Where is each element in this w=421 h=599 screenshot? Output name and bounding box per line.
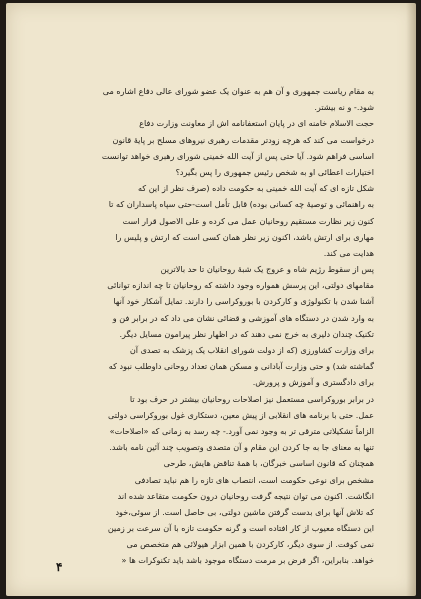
text-line: این دستگاه معیوب از کار افتاده است و گرنه حکومت تازه با آن سرعت بر زمین [107,523,374,534]
body-text [56,83,374,569]
text-line: درخواست می کند که هرچه زودتر مقدمات رهبری نیروهای مسلح بر پایهٔ قانون [112,134,374,145]
document-page [6,3,416,596]
text-line: شکل تازه ای که آیت الله خمینی به حکومت داده (صرف نظر از این که [137,183,374,194]
text-line: برای دادگستری و آموزش و پرورش. [252,377,374,388]
text-line: به راهنمائی و توصیهٔ چه کسانی بوده) قابل تأمل است-حتی سپاه پاسداران که تا [108,199,374,210]
text-line: همچنان که قانون اساسی خبرگان، با همهٔ تناقض هایش، طرحی [163,458,374,469]
text-line: نمی کوفت. از سوی دیگر، کارکردن با همین ابزار هیولائی هم متخصص می [126,539,374,550]
text-line: شود.- و نه بیشتر. [314,102,374,113]
text-line: در برابر بوروکراسی مستعمل نیز اصلاحات روحانیان بیشتر در حرف بود تا [129,393,374,404]
text-line: الزاماً تشکیلاتی مترقی تر به وجود نمی آورد.- چه رسد به زمانی که «اصلاحات» [109,425,374,436]
text-line: حجت الاسلام خامنه ای در پایان استعفانامه اش از معاونت وزارت دفاع [139,118,374,129]
text-line: آشنا شدن با تکنولوژی و کارکردن با بوروکراسی را دارند. تمایل آشکار خود آنها [113,296,374,307]
text-line: مشخص برای نوعی حکومت است، انتصاب های تازه را هم نباید تصادفی [134,474,374,485]
text-line: برای وزارت کشاورزی (که از دولت شورای انقلاب یک پزشک به تصدی آن [129,345,374,355]
text-line: اساسی فراهم شود. آیا حتی پس از آیت الله خمینی شورای رهبری خواهد توانست [101,150,374,161]
text-line: تکنیک چندان دلیری به خرج نمی دهند که در اظهار نظر پیرامون مسایل دیگر. [119,328,374,339]
text-line: پس از سقوط رژیم شاه و عروج یک شبهٔ روحانیان تا حد بالاترین [160,264,374,275]
page-number: ۴ [56,560,63,574]
text-line: کنون زیر نظارت مستقیم روحانیان عمل می کرده و علی الاصول قرار است [122,215,374,226]
text-line: به وارد شدن در دستگاه های آموزشی و قضائی نشان می داد که در برابر فن و [112,312,374,323]
text-line: هدایت می کند. [323,247,374,258]
text-line: به مقام ریاست جمهوری و آن هم به عنوان یک عضو شورای عالی دفاع اشاره می [102,86,374,96]
text-line: گماشته شد) و حتی وزارت آبادانی و مسکن همان تعداد روحانی داوطلب نبود که [108,361,374,372]
text-line: تنها به معنای جا به جا کردن این مقام و آن متصدی وتصویب چند آئین نامه باشد. [109,442,374,453]
text-line: خواهد. بنابراین، اگر فرض بر مرمت دستگاه موجود باشد باید تکنوکرات ها « [121,555,374,566]
page-fold-shadow [406,3,416,596]
text-line: که تلاش آنها برای بدست گرفتن ماشین دولتی، بی حاصل است. از سوئی،خود [115,506,374,517]
text-line: انگاشت. اکنون می توان نتیجه گرفت روحانیان درون حکومت متقاعد شده اند [117,490,374,501]
text-line: اختیارات اعطائی او به شخص رئیس جمهوری را پس بگیرد؟ [175,166,374,177]
text-line: مهاری برای ارتش باشد، اکنون زیر نظر همان کسی است که ارتش و پلیس را [115,231,374,242]
text-line: عمل. حتی با برنامه های انقلابی از پیش معین، دستکاری غول بوروکراسی دولتی [107,409,374,420]
text-line: مقامهای دولتی، این پرسش همواره وجود داشته که روحانیان تا چه اندازه توانائی [107,280,374,291]
